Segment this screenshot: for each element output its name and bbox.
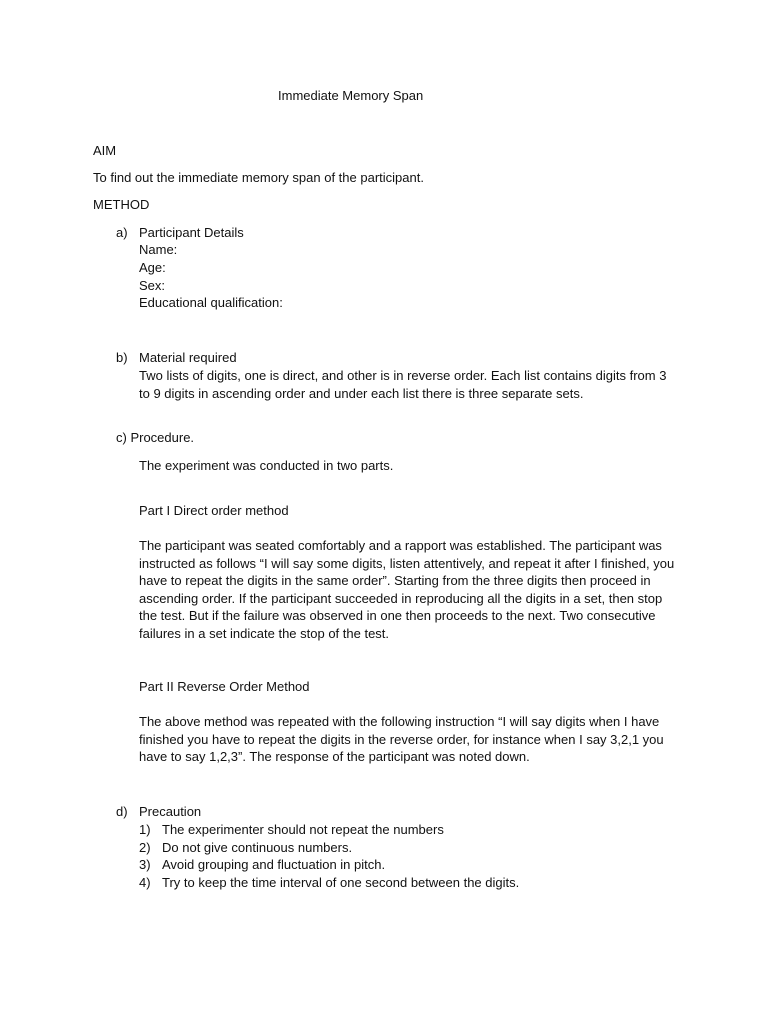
field-name-label: Name: <box>139 242 178 257</box>
section-d-heading: Precaution <box>139 804 202 819</box>
part2-heading: Part II Reverse Order Method <box>139 679 310 694</box>
section-d-marker: d) <box>116 804 128 819</box>
part2-text: The above method was repeated with the following instruction “I will say digits when I have finished you have to repeat the digits in the reverse order, for instance when I say 3,2,1 you have to say 1,2,3”. The response of the participant was noted down. <box>139 714 664 765</box>
field-education-label: Educational qualification: <box>139 295 283 310</box>
precaution-4-number: 4) <box>139 875 151 890</box>
precaution-3-text: Avoid grouping and fluctuation in pitch. <box>162 857 386 872</box>
part1-heading: Part I Direct order method <box>139 503 289 518</box>
field-age-label: Age: <box>139 260 166 275</box>
section-a-marker: a) <box>116 225 128 240</box>
aim-heading: AIM <box>93 143 117 158</box>
precaution-4-text: Try to keep the time interval of one second between the digits. <box>162 875 520 890</box>
precaution-2-text: Do not give continuous numbers. <box>162 840 353 855</box>
precaution-2-number: 2) <box>139 840 151 855</box>
aim-text: To find out the immediate memory span of the participant. <box>93 170 424 185</box>
section-b-text: Two lists of digits, one is direct, and other is in reverse order. Each list contains digits from 3 to 9 digits in ascending order and under each list there is three separate sets. <box>139 368 667 401</box>
part1-text: The participant was seated comfortably and a rapport was established. The participant was instructed as follows “I will say some digits, listen attentively, and repeat it after I finished, you have to repeat the digits in the same order”. Starting from the three digits then proceed in ascending order. If the participant succeeded in reproducing all the digits in a set, then stop the test. But if the failure was observed in one then proceeds to the next. Two consecutive failures in a set indicate the stop of the test. <box>139 538 675 641</box>
section-a-heading: Participant Details <box>139 225 244 240</box>
precaution-3-number: 3) <box>139 857 151 872</box>
document-title: Immediate Memory Span <box>278 88 424 103</box>
method-heading: METHOD <box>93 197 150 212</box>
section-b-marker: b) <box>116 350 128 365</box>
procedure-intro: The experiment was conducted in two parts. <box>139 458 394 473</box>
field-sex-label: Sex: <box>139 278 166 293</box>
precaution-1-text: The experimenter should not repeat the numbers <box>162 822 444 837</box>
precaution-1-number: 1) <box>139 822 151 837</box>
section-c-heading: c) Procedure. <box>116 430 195 445</box>
section-b-heading: Material required <box>139 350 237 365</box>
